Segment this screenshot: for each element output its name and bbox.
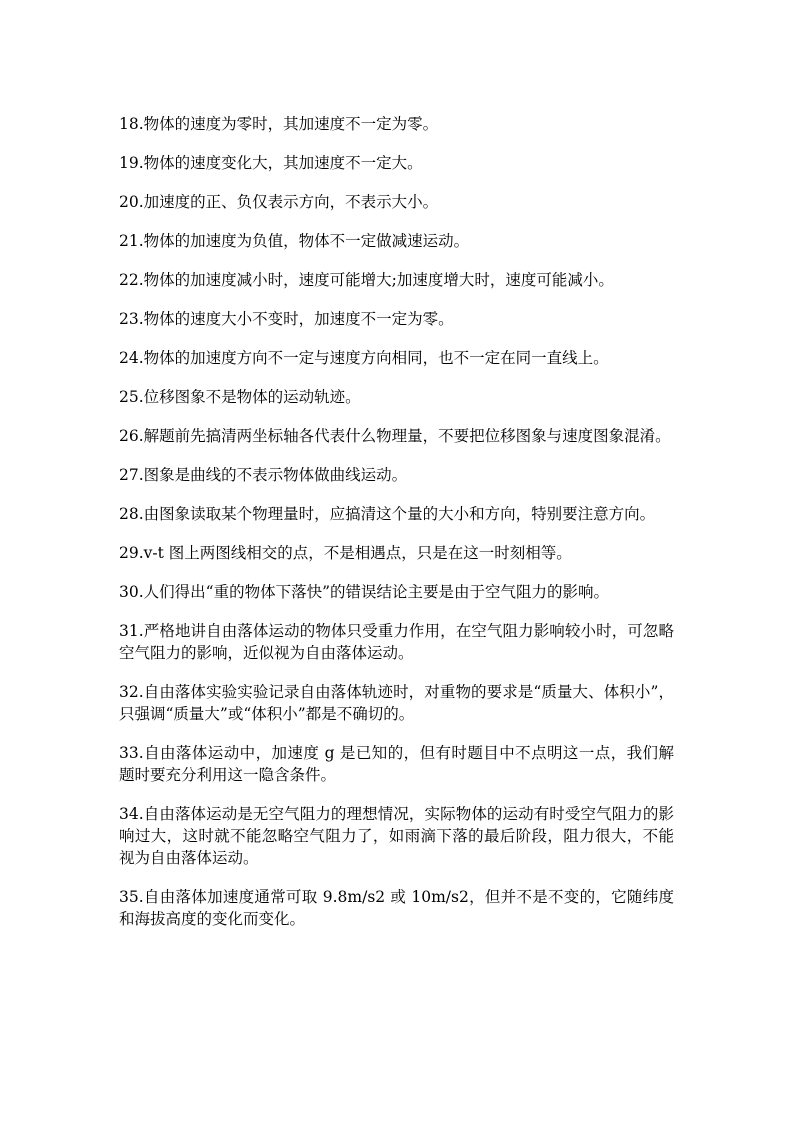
paragraph-35: 35.自由落体加速度通常可取 9.8m/s2 或 10m/s2，但并不是不变的，它随纬度和海拔高度的变化而变化。	[119, 888, 674, 928]
paragraph-34: 34.自由落体运动是无空气阻力的理想情况，实际物体的运动有时受空气阻力的影响过大，这时就不能忽略空气阻力了，如雨滴下落的最后阶段，阻力很大，不能视为自由落体运动。	[119, 805, 674, 867]
paragraph-29: 29.v-t 图上两图线相交的点，不是相遇点，只是在这一时刻相等。	[119, 544, 572, 562]
paragraph-20: 20.加速度的正、负仅表示方向，不表示大小。	[119, 193, 439, 211]
paragraph-22: 22.物体的加速度减小时，速度可能增大;加速度增大时，速度可能减小。	[119, 271, 614, 289]
paragraph-28: 28.由图象读取某个物理量时，应搞清这个量的大小和方向，特别要注意方向。	[119, 505, 656, 523]
paragraph-23: 23.物体的速度大小不变时，加速度不一定为零。	[119, 310, 454, 328]
paragraph-27: 27.图象是曲线的不表示物体做曲线运动。	[119, 466, 408, 484]
paragraph-31: 31.严格地讲自由落体运动的物体只受重力作用，在空气阻力影响较小时，可忽略空气阻力的影响，近似视为自由落体运动。	[119, 622, 674, 662]
paragraph-18: 18.物体的速度为零时，其加速度不一定为零。	[119, 115, 439, 133]
paragraph-19: 19.物体的速度变化大，其加速度不一定大。	[119, 154, 423, 172]
paragraph-32: 32.自由落体实验实验记录自由落体轨迹时，对重物的要求是“质量大、体积小”，只强调“质量大”或“体积小”都是不确切的。	[119, 683, 674, 723]
paragraph-26: 26.解题前先搞清两坐标轴各代表什么物理量，不要把位移图象与速度图象混淆。	[119, 427, 671, 445]
paragraph-21: 21.物体的加速度为负值，物体不一定做减速运动。	[119, 232, 470, 250]
document-body	[119, 113, 674, 947]
paragraph-33: 33.自由落体运动中，加速度 g 是已知的，但有时题目中不点明这一点，我们解题时要充分利用这一隐含条件。	[119, 744, 674, 784]
paragraph-30: 30.人们得出“重的物体下落快”的错误结论主要是由于空气阻力的影响。	[119, 583, 610, 601]
paragraph-25: 25.位移图象不是物体的运动轨迹。	[119, 388, 361, 406]
paragraph-24: 24.物体的加速度方向不一定与速度方向相同，也不一定在同一直线上。	[119, 349, 609, 367]
